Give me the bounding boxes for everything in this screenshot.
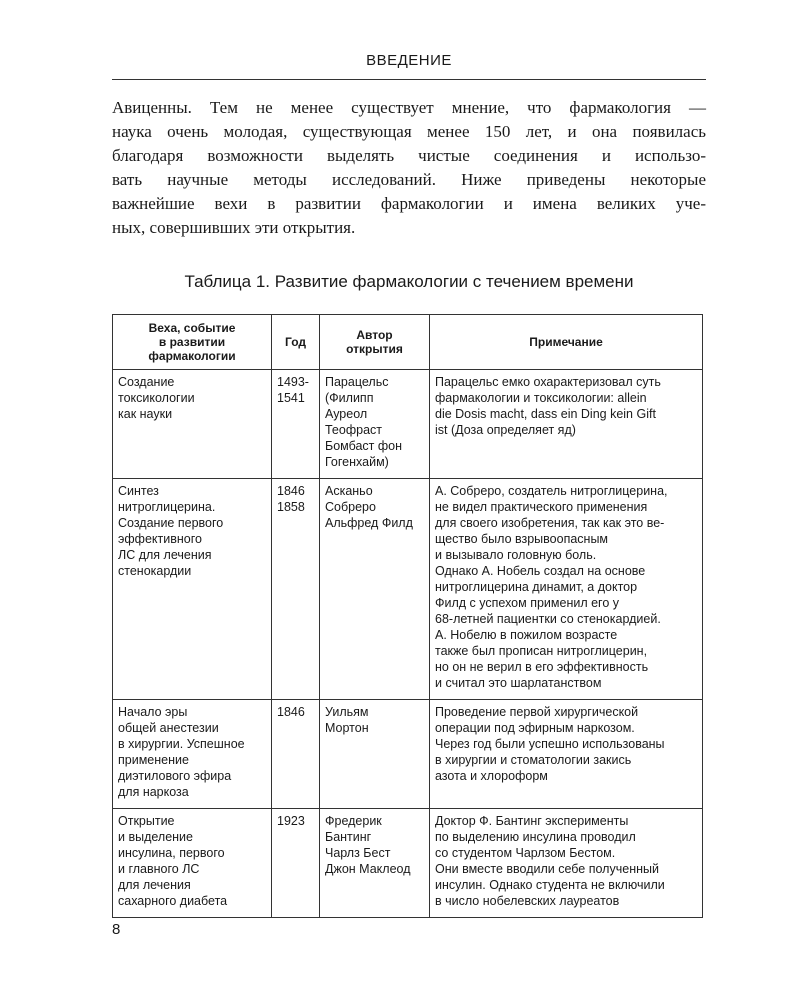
header-rule [112,79,706,80]
cell-milestone: Синтез нитроглицерина. Создание первого эффективного ЛС для лечения стенокардии [113,479,272,700]
cell-author: Асканьо Собреро Альфред Филд [320,479,430,700]
header-note: Примечание [430,315,703,370]
header-author: Автор открытия [320,315,430,370]
pharmacology-history-table [112,314,703,918]
cell-note: Парацельс емко охарактеризовал суть фармакологии и токсикологии: allein die Dosis macht, dass ein Ding kein Gift ist (Доза определяет яд) [430,370,703,479]
table-caption: Таблица 1. Развитие фармакологии с течением времени [184,272,634,291]
paragraph-line: благодаря возможности выделять чистые соединения и использо- [112,146,706,165]
table-row [113,700,703,809]
cell-note: А. Собреро, создатель нитроглицерина, не видел практического применения для своего изобретения, так как это ве- щество было взрывоопасным и вызывало головную боль. Однако А. Нобель создал на основе нитроглицерина динамит, а доктор Филд с успехом применил его у 68-летней пациентки со стенокардией. А. Нобелю в пожилом возрасте также был прописан нитроглицерин, но он не верил в его эффективность и считал это шарлатанством [430,479,703,700]
header-year: Год [272,315,320,370]
paragraph-line: важнейшие вехи в развитии фармакологии и имена великих уче- [112,194,706,213]
cell-milestone: Начало эры общей анестезии в хирургии. Успешное применение диэтилового эфира для наркоза [113,700,272,809]
table-row [113,370,703,479]
header-milestone: Веха, событие в развитии фармакологии [113,315,272,370]
cell-author: Парацельс (Филипп Ауреол Теофраст Бомбаст фон Гогенхайм) [320,370,430,479]
table-header-row [113,315,703,370]
cell-author: Фредерик Бантинг Чарлз Бест Джон Маклеод [320,809,430,918]
table-row [113,479,703,700]
paragraph-line: вать научные методы исследований. Ниже приведены некоторые [112,170,706,189]
intro-paragraph [112,96,706,240]
cell-note: Проведение первой хирургической операции под эфирным наркозом. Через год были успешно использованы в хирургии и стоматологии закись азота и хлороформ [430,700,703,809]
cell-year: 1846 [272,700,320,809]
paragraph-line: наука очень молодая, существующая менее 150 лет, и она появилась [112,122,706,141]
paragraph-line: Авиценны. Тем не менее существует мнение, что фармакология — [112,98,706,117]
running-head: ВВЕДЕНИЕ [366,52,452,69]
cell-note: Доктор Ф. Бантинг эксперименты по выделению инсулина проводил со студентом Чарлзом Бестом. Они вместе вводили себе полученный инсулин. Однако студента не включили в число нобелевских лауреатов [430,809,703,918]
page-number: 8 [112,921,121,938]
cell-author: Уильям Мортон [320,700,430,809]
cell-year: 1923 [272,809,320,918]
cell-milestone: Создание токсикологии как науки [113,370,272,479]
cell-milestone: Открытие и выделение инсулина, первого и главного ЛС для лечения сахарного диабета [113,809,272,918]
paragraph-line: ных, совершивших эти открытия. [112,218,356,237]
cell-year: 1846 1858 [272,479,320,700]
cell-year: 1493- 1541 [272,370,320,479]
table-row [113,809,703,918]
